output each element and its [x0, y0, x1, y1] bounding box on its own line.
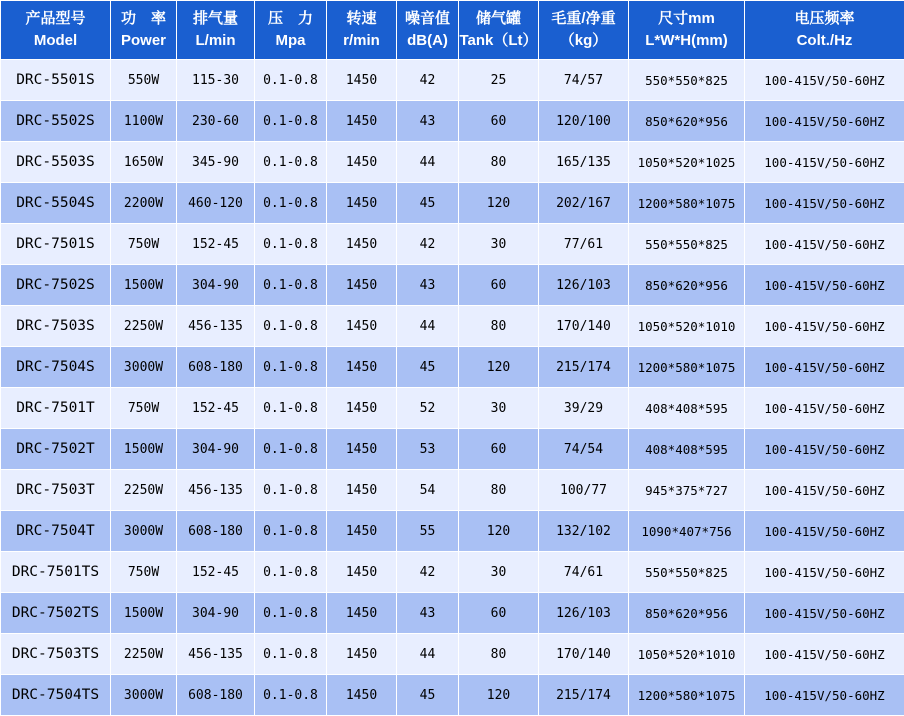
- cell-noise: 44: [397, 306, 459, 347]
- column-header-weight: [539, 1, 629, 60]
- cell-power: 3000W: [111, 347, 177, 388]
- cell-speed: 1450: [327, 347, 397, 388]
- cell-dimensions: 1200*580*1075: [629, 347, 745, 388]
- cell-displacement: 152-45: [177, 552, 255, 593]
- cell-tank: 120: [459, 511, 539, 552]
- cell-weight: 215/174: [539, 347, 629, 388]
- cell-tank: 120: [459, 347, 539, 388]
- table-row: [1, 265, 904, 306]
- cell-power: 550W: [111, 60, 177, 101]
- cell-weight: 74/61: [539, 552, 629, 593]
- cell-speed: 1450: [327, 429, 397, 470]
- cell-model: DRC-7504S: [1, 347, 111, 388]
- cell-noise: 44: [397, 142, 459, 183]
- column-header-displacement-cn: 排气量: [177, 8, 254, 30]
- cell-voltage: 100-415V/50-60HZ: [745, 101, 904, 142]
- cell-dimensions: 550*550*825: [629, 552, 745, 593]
- cell-pressure: 0.1-0.8: [255, 675, 327, 716]
- cell-speed: 1450: [327, 224, 397, 265]
- table-row: [1, 675, 904, 716]
- cell-noise: 42: [397, 224, 459, 265]
- cell-noise: 54: [397, 470, 459, 511]
- cell-weight: 170/140: [539, 306, 629, 347]
- table-row: [1, 306, 904, 347]
- cell-weight: 165/135: [539, 142, 629, 183]
- cell-speed: 1450: [327, 183, 397, 224]
- cell-tank: 80: [459, 634, 539, 675]
- cell-dimensions: 550*550*825: [629, 60, 745, 101]
- table-row: [1, 347, 904, 388]
- cell-displacement: 608-180: [177, 675, 255, 716]
- cell-voltage: 100-415V/50-60HZ: [745, 265, 904, 306]
- cell-speed: 1450: [327, 675, 397, 716]
- table-row: [1, 593, 904, 634]
- cell-model: DRC-7503T: [1, 470, 111, 511]
- column-header-pressure: [255, 1, 327, 60]
- cell-displacement: 304-90: [177, 265, 255, 306]
- column-header-speed-en: r/min: [327, 30, 396, 52]
- table-row: [1, 142, 904, 183]
- table-row: [1, 470, 904, 511]
- cell-model: DRC-7503S: [1, 306, 111, 347]
- cell-dimensions: 850*620*956: [629, 593, 745, 634]
- cell-tank: 30: [459, 552, 539, 593]
- cell-voltage: 100-415V/50-60HZ: [745, 306, 904, 347]
- cell-tank: 60: [459, 101, 539, 142]
- cell-voltage: 100-415V/50-60HZ: [745, 675, 904, 716]
- cell-noise: 53: [397, 429, 459, 470]
- cell-tank: 30: [459, 388, 539, 429]
- cell-tank: 30: [459, 224, 539, 265]
- cell-weight: 170/140: [539, 634, 629, 675]
- cell-pressure: 0.1-0.8: [255, 552, 327, 593]
- cell-voltage: 100-415V/50-60HZ: [745, 347, 904, 388]
- cell-pressure: 0.1-0.8: [255, 101, 327, 142]
- cell-tank: 80: [459, 142, 539, 183]
- column-header-weight-en: （kg）: [539, 30, 628, 52]
- column-header-model: [1, 1, 111, 60]
- cell-speed: 1450: [327, 142, 397, 183]
- cell-tank: 60: [459, 265, 539, 306]
- cell-pressure: 0.1-0.8: [255, 347, 327, 388]
- cell-weight: 202/167: [539, 183, 629, 224]
- column-header-tank: [459, 1, 539, 60]
- table-row: [1, 634, 904, 675]
- column-header-displacement-en: L/min: [177, 30, 254, 52]
- cell-speed: 1450: [327, 101, 397, 142]
- cell-voltage: 100-415V/50-60HZ: [745, 60, 904, 101]
- cell-model: DRC-7501T: [1, 388, 111, 429]
- cell-voltage: 100-415V/50-60HZ: [745, 552, 904, 593]
- column-header-speed-cn: 转速: [327, 8, 396, 30]
- column-header-dimensions-cn: 尺寸mm: [629, 8, 744, 30]
- cell-displacement: 304-90: [177, 593, 255, 634]
- column-header-voltage-en: Colt./Hz: [745, 30, 904, 52]
- cell-dimensions: 1050*520*1010: [629, 306, 745, 347]
- cell-model: DRC-7504T: [1, 511, 111, 552]
- cell-noise: 43: [397, 101, 459, 142]
- cell-voltage: 100-415V/50-60HZ: [745, 429, 904, 470]
- cell-voltage: 100-415V/50-60HZ: [745, 634, 904, 675]
- column-header-pressure-en: Mpa: [255, 30, 326, 52]
- cell-tank: 60: [459, 429, 539, 470]
- cell-weight: 120/100: [539, 101, 629, 142]
- column-header-dimensions-en: L*W*H(mm): [629, 30, 744, 52]
- cell-displacement: 456-135: [177, 470, 255, 511]
- cell-noise: 43: [397, 593, 459, 634]
- cell-tank: 120: [459, 183, 539, 224]
- cell-speed: 1450: [327, 60, 397, 101]
- column-header-power: [111, 1, 177, 60]
- table-row: [1, 224, 904, 265]
- cell-noise: 44: [397, 634, 459, 675]
- cell-noise: 43: [397, 265, 459, 306]
- cell-dimensions: 945*375*727: [629, 470, 745, 511]
- cell-model: DRC-5501S: [1, 60, 111, 101]
- cell-weight: 74/57: [539, 60, 629, 101]
- cell-noise: 42: [397, 552, 459, 593]
- cell-speed: 1450: [327, 306, 397, 347]
- cell-model: DRC-7502S: [1, 265, 111, 306]
- table-row: [1, 511, 904, 552]
- cell-model: DRC-7504TS: [1, 675, 111, 716]
- cell-model: DRC-5504S: [1, 183, 111, 224]
- column-header-model-cn: 产品型号: [1, 8, 110, 30]
- table-row: [1, 60, 904, 101]
- cell-power: 1500W: [111, 593, 177, 634]
- cell-speed: 1450: [327, 552, 397, 593]
- column-header-speed: [327, 1, 397, 60]
- cell-displacement: 152-45: [177, 388, 255, 429]
- table-row: [1, 101, 904, 142]
- cell-model: DRC-7503TS: [1, 634, 111, 675]
- cell-speed: 1450: [327, 593, 397, 634]
- cell-dimensions: 550*550*825: [629, 224, 745, 265]
- cell-dimensions: 1090*407*756: [629, 511, 745, 552]
- table-header: [1, 1, 904, 60]
- cell-displacement: 152-45: [177, 224, 255, 265]
- cell-pressure: 0.1-0.8: [255, 60, 327, 101]
- table-body: [1, 60, 904, 716]
- cell-voltage: 100-415V/50-60HZ: [745, 388, 904, 429]
- column-header-noise-en: dB(A): [397, 30, 458, 52]
- cell-displacement: 608-180: [177, 511, 255, 552]
- cell-dimensions: 850*620*956: [629, 101, 745, 142]
- cell-dimensions: 850*620*956: [629, 265, 745, 306]
- cell-power: 1650W: [111, 142, 177, 183]
- cell-power: 3000W: [111, 511, 177, 552]
- cell-model: DRC-7502TS: [1, 593, 111, 634]
- cell-power: 750W: [111, 552, 177, 593]
- cell-displacement: 456-135: [177, 306, 255, 347]
- cell-tank: 80: [459, 470, 539, 511]
- cell-pressure: 0.1-0.8: [255, 634, 327, 675]
- cell-weight: 215/174: [539, 675, 629, 716]
- column-header-noise-cn: 噪音值: [397, 8, 458, 30]
- cell-pressure: 0.1-0.8: [255, 183, 327, 224]
- column-header-power-cn: 功 率: [111, 8, 176, 30]
- column-header-voltage-cn: 电压频率: [745, 8, 904, 30]
- cell-speed: 1450: [327, 388, 397, 429]
- cell-power: 3000W: [111, 675, 177, 716]
- table-row: [1, 183, 904, 224]
- cell-power: 750W: [111, 224, 177, 265]
- table-row: [1, 429, 904, 470]
- cell-tank: 25: [459, 60, 539, 101]
- cell-weight: 126/103: [539, 265, 629, 306]
- table-row: [1, 552, 904, 593]
- cell-tank: 120: [459, 675, 539, 716]
- cell-model: DRC-7501TS: [1, 552, 111, 593]
- cell-model: DRC-7502T: [1, 429, 111, 470]
- column-header-dimensions: [629, 1, 745, 60]
- cell-power: 2250W: [111, 634, 177, 675]
- column-header-voltage: [745, 1, 904, 60]
- column-header-weight-cn: 毛重/净重: [539, 8, 628, 30]
- cell-power: 750W: [111, 388, 177, 429]
- cell-pressure: 0.1-0.8: [255, 593, 327, 634]
- cell-pressure: 0.1-0.8: [255, 265, 327, 306]
- cell-speed: 1450: [327, 511, 397, 552]
- cell-noise: 55: [397, 511, 459, 552]
- cell-pressure: 0.1-0.8: [255, 388, 327, 429]
- column-header-displacement: [177, 1, 255, 60]
- cell-voltage: 100-415V/50-60HZ: [745, 511, 904, 552]
- column-header-pressure-cn: 压 力: [255, 8, 326, 30]
- cell-displacement: 230-60: [177, 101, 255, 142]
- cell-pressure: 0.1-0.8: [255, 429, 327, 470]
- cell-pressure: 0.1-0.8: [255, 224, 327, 265]
- cell-displacement: 456-135: [177, 634, 255, 675]
- cell-displacement: 460-120: [177, 183, 255, 224]
- cell-weight: 126/103: [539, 593, 629, 634]
- cell-pressure: 0.1-0.8: [255, 306, 327, 347]
- cell-power: 2250W: [111, 306, 177, 347]
- column-header-tank-cn: 储气罐: [459, 8, 538, 30]
- table-row: [1, 388, 904, 429]
- cell-noise: 42: [397, 60, 459, 101]
- cell-dimensions: 1050*520*1025: [629, 142, 745, 183]
- cell-power: 1500W: [111, 265, 177, 306]
- header-row: [1, 1, 904, 60]
- cell-speed: 1450: [327, 470, 397, 511]
- cell-weight: 132/102: [539, 511, 629, 552]
- cell-voltage: 100-415V/50-60HZ: [745, 224, 904, 265]
- cell-weight: 100/77: [539, 470, 629, 511]
- cell-displacement: 304-90: [177, 429, 255, 470]
- cell-power: 2200W: [111, 183, 177, 224]
- cell-model: DRC-5502S: [1, 101, 111, 142]
- cell-noise: 45: [397, 347, 459, 388]
- cell-dimensions: 408*408*595: [629, 388, 745, 429]
- cell-weight: 39/29: [539, 388, 629, 429]
- cell-dimensions: 1050*520*1010: [629, 634, 745, 675]
- cell-speed: 1450: [327, 634, 397, 675]
- cell-voltage: 100-415V/50-60HZ: [745, 142, 904, 183]
- cell-speed: 1450: [327, 265, 397, 306]
- cell-dimensions: 408*408*595: [629, 429, 745, 470]
- column-header-power-en: Power: [111, 30, 176, 52]
- cell-model: DRC-5503S: [1, 142, 111, 183]
- cell-weight: 77/61: [539, 224, 629, 265]
- cell-noise: 45: [397, 183, 459, 224]
- cell-weight: 74/54: [539, 429, 629, 470]
- cell-dimensions: 1200*580*1075: [629, 183, 745, 224]
- cell-model: DRC-7501S: [1, 224, 111, 265]
- cell-power: 2250W: [111, 470, 177, 511]
- cell-dimensions: 1200*580*1075: [629, 675, 745, 716]
- cell-tank: 60: [459, 593, 539, 634]
- cell-pressure: 0.1-0.8: [255, 470, 327, 511]
- column-header-model-en: Model: [1, 30, 110, 52]
- cell-pressure: 0.1-0.8: [255, 511, 327, 552]
- cell-tank: 80: [459, 306, 539, 347]
- cell-power: 1100W: [111, 101, 177, 142]
- column-header-tank-en: Tank（Lt）: [459, 30, 538, 52]
- cell-noise: 45: [397, 675, 459, 716]
- column-header-noise: [397, 1, 459, 60]
- cell-noise: 52: [397, 388, 459, 429]
- cell-voltage: 100-415V/50-60HZ: [745, 183, 904, 224]
- cell-displacement: 115-30: [177, 60, 255, 101]
- cell-voltage: 100-415V/50-60HZ: [745, 470, 904, 511]
- cell-voltage: 100-415V/50-60HZ: [745, 593, 904, 634]
- cell-displacement: 608-180: [177, 347, 255, 388]
- cell-pressure: 0.1-0.8: [255, 142, 327, 183]
- cell-power: 1500W: [111, 429, 177, 470]
- cell-displacement: 345-90: [177, 142, 255, 183]
